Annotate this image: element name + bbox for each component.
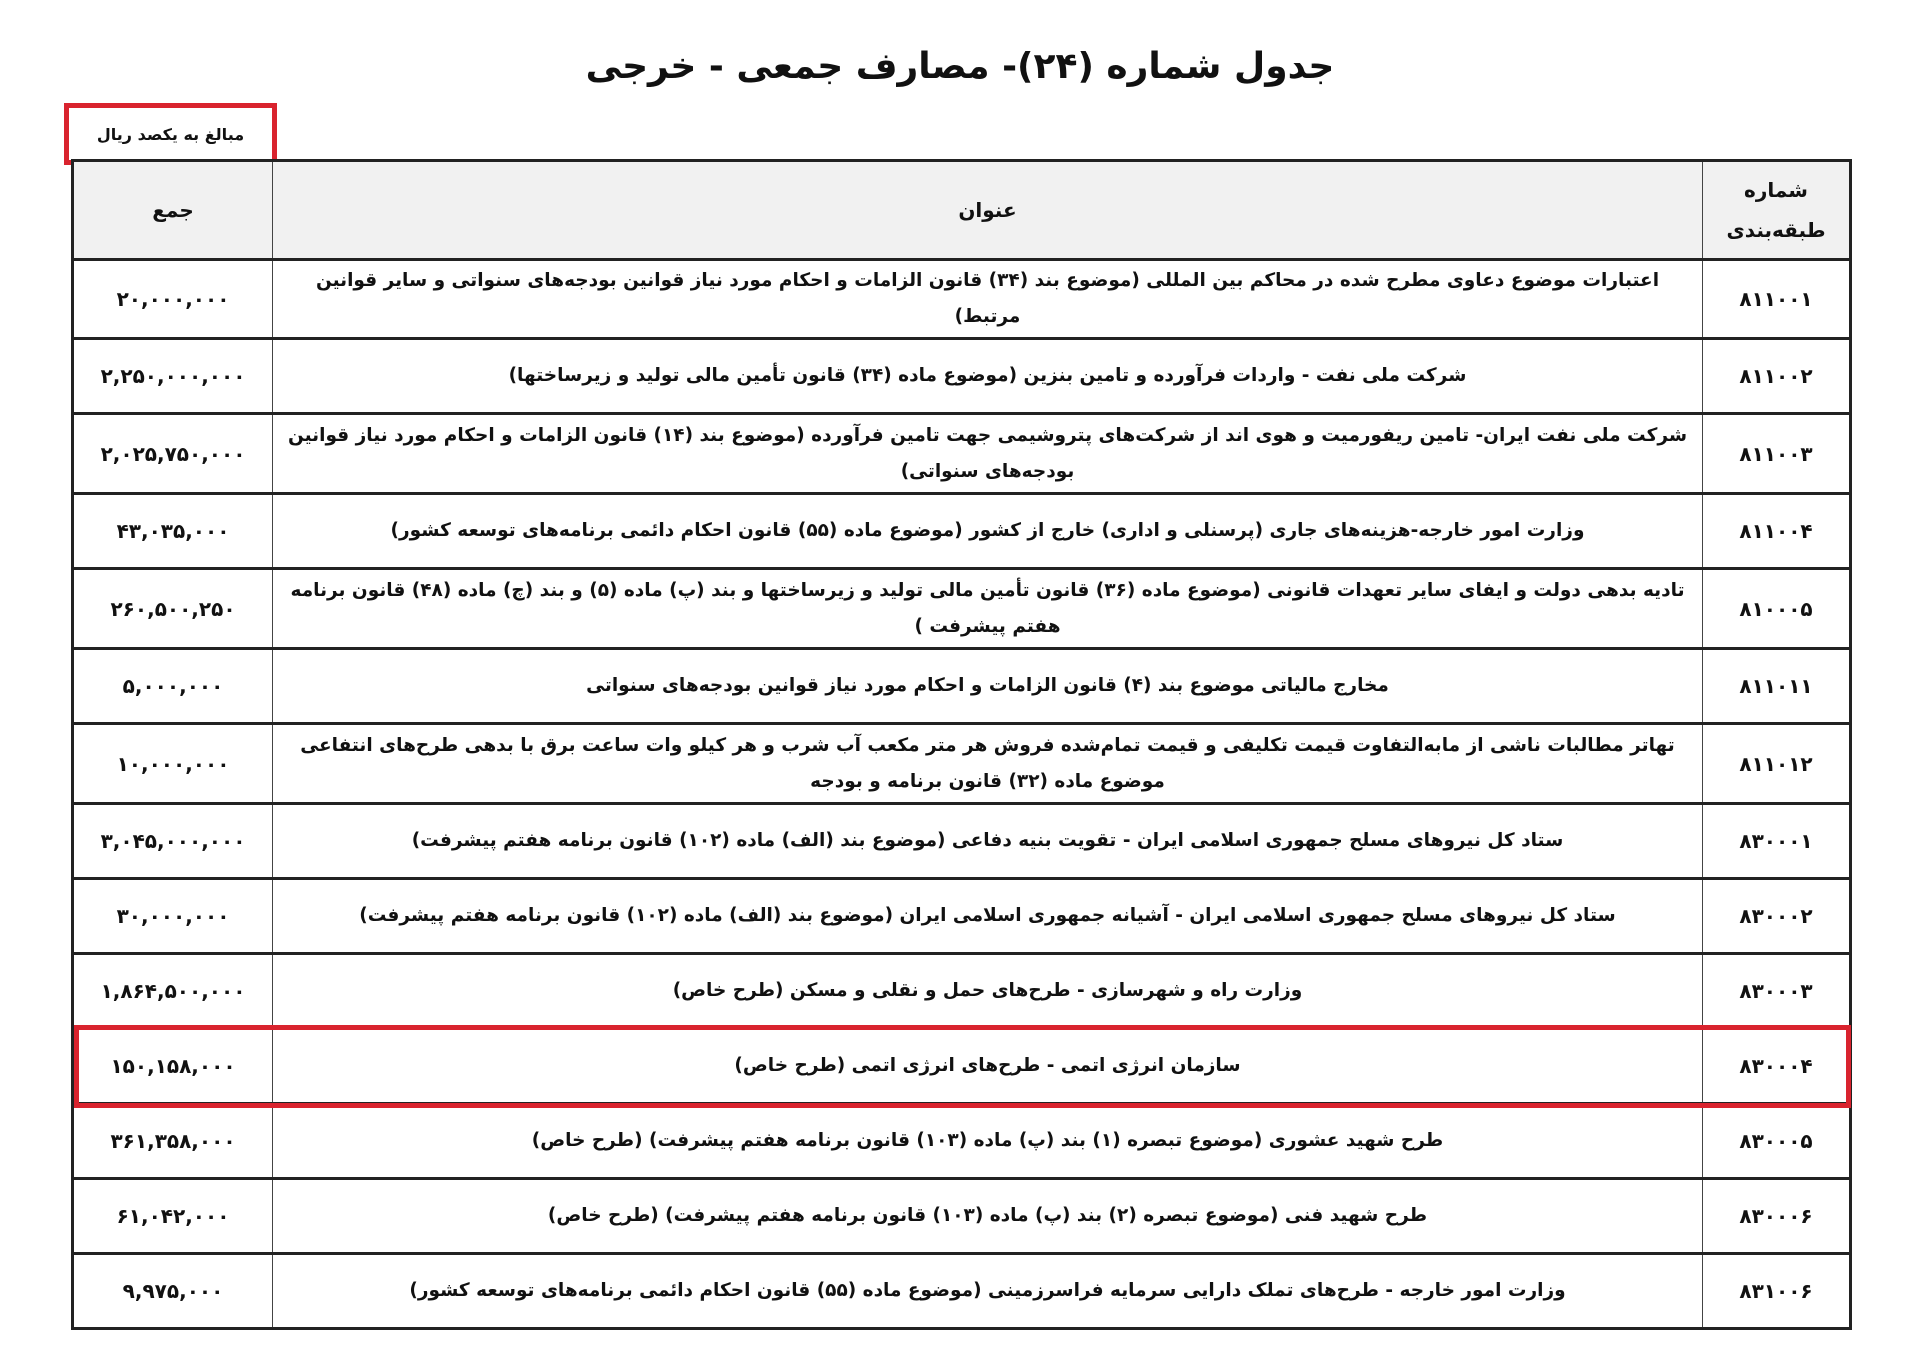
table-row [73, 879, 1851, 954]
title-cell: شرکت ملی نفت ایران- تامین ریفورمیت و هوی اند از شرکت‌های پتروشیمی جهت تامین فرآورده (موضوع بند (۱۴) قانون الزامات و احکام مورد نیاز قوانین بودجه‌های سنواتی) [273, 414, 1703, 494]
code-cell: ۸۱۱۰۰۱ [1703, 260, 1851, 339]
title-cell: اعتبارات موضوع دعاوی مطرح شده در محاکم بین المللی (موضوع بند (۳۴) قانون الزامات و احکام مورد نیاز قوانین بودجه‌های سنواتی و سایر قوانین مرتبط) [273, 260, 1703, 339]
title-cell: تادیه بدهی دولت و ایفای سایر تعهدات قانونی (موضوع ماده (۳۶) قانون تأمین مالی تولید و زیرساختها و بند (پ) ماده (۵) و بند (چ) ماده (۴۸) قانون برنامه هفتم پیشرفت ) [273, 569, 1703, 649]
unit-note-text: مبالغ به یکصد ریال [96, 124, 245, 144]
title-cell: طرح شهید عشوری (موضوع تبصره (۱) بند (پ) ماده (۱۰۳) قانون برنامه هفتم پیشرفت) (طرح خاص) [273, 1104, 1703, 1179]
title-cell: وزارت امور خارجه - طرح‌های تملک دارایی سرمایه فراسرزمینی (موضوع ماده (۵۵) قانون احکام دائمی برنامه‌های توسعه کشور) [273, 1254, 1703, 1329]
header-code: شماره طبقه‌بندی [1703, 161, 1851, 260]
amount-cell: ۲۰,۰۰۰,۰۰۰ [73, 260, 273, 339]
code-cell: ۸۳۰۰۰۳ [1703, 954, 1851, 1029]
title-cell: تهاتر مطالبات ناشی از مابه‌التفاوت قیمت تکلیفی و قیمت تمام‌شده فروش هر متر مکعب آب شرب و هر کیلو وات ساعت برق با بدهی طرح‌های انتفاعی موضوع ماده (۳۲) قانون برنامه و بودجه [273, 724, 1703, 804]
code-cell: ۸۳۰۰۰۶ [1703, 1179, 1851, 1254]
code-cell: ۸۳۰۰۰۲ [1703, 879, 1851, 954]
amount-cell: ۳۰,۰۰۰,۰۰۰ [73, 879, 273, 954]
unit-note [64, 103, 277, 165]
amount-cell: ۲۶۰,۵۰۰,۲۵۰ [73, 569, 273, 649]
code-cell: ۸۱۰۰۰۵ [1703, 569, 1851, 649]
amount-cell: ۱۵۰,۱۵۸,۰۰۰ [73, 1029, 273, 1104]
header-amount: جمع [73, 161, 273, 260]
amount-cell: ۴۳,۰۳۵,۰۰۰ [73, 494, 273, 569]
amount-cell: ۱,۸۶۴,۵۰۰,۰۰۰ [73, 954, 273, 1029]
title-cell: مخارج مالیاتی موضوع بند (۴) قانون الزامات و احکام مورد نیاز قوانین بودجه‌های سنواتی [273, 649, 1703, 724]
table-row [73, 954, 1851, 1029]
amount-cell: ۳۶۱,۳۵۸,۰۰۰ [73, 1104, 273, 1179]
table-row [73, 339, 1851, 414]
code-cell: ۸۱۱۰۰۳ [1703, 414, 1851, 494]
table-row [73, 260, 1851, 339]
amount-cell: ۱۰,۰۰۰,۰۰۰ [73, 724, 273, 804]
amount-cell: ۵,۰۰۰,۰۰۰ [73, 649, 273, 724]
amount-cell: ۲,۰۲۵,۷۵۰,۰۰۰ [73, 414, 273, 494]
code-cell: ۸۳۱۰۰۶ [1703, 1254, 1851, 1329]
code-cell: ۸۱۱۰۰۴ [1703, 494, 1851, 569]
code-cell: ۸۱۱۰۱۲ [1703, 724, 1851, 804]
table-row [73, 724, 1851, 804]
title-cell: وزارت راه و شهرسازی - طرح‌های حمل و نقلی و مسکن (طرح خاص) [273, 954, 1703, 1029]
table-row [73, 1254, 1851, 1329]
table-row [73, 1104, 1851, 1179]
code-cell: ۸۳۰۰۰۴ [1703, 1029, 1851, 1104]
table-row [73, 1179, 1851, 1254]
amount-cell: ۹,۹۷۵,۰۰۰ [73, 1254, 273, 1329]
expenditure-table [71, 159, 1852, 1330]
amount-cell: ۳,۰۴۵,۰۰۰,۰۰۰ [73, 804, 273, 879]
code-cell: ۸۱۱۰۱۱ [1703, 649, 1851, 724]
page-title: جدول شماره (۲۴)- مصارف جمعی - خرجی [585, 46, 1335, 87]
amount-cell: ۲,۲۵۰,۰۰۰,۰۰۰ [73, 339, 273, 414]
table-row [73, 569, 1851, 649]
table-header-row [73, 161, 1851, 260]
table-row [73, 414, 1851, 494]
title-cell: طرح شهید فنی (موضوع تبصره (۲) بند (پ) ماده (۱۰۳) قانون برنامه هفتم پیشرفت) (طرح خاص) [273, 1179, 1703, 1254]
title-cell: ستاد کل نیروهای مسلح جمهوری اسلامی ایران - آشیانه جمهوری اسلامی ایران (موضوع بند (الف) ماده (۱۰۲) قانون برنامه هفتم پیشرفت) [273, 879, 1703, 954]
amount-cell: ۶۱,۰۴۲,۰۰۰ [73, 1179, 273, 1254]
table-row-highlighted [73, 1029, 1851, 1104]
code-cell: ۸۳۰۰۰۱ [1703, 804, 1851, 879]
header-title: عنوان [273, 161, 1703, 260]
table-row [73, 494, 1851, 569]
table-row [73, 649, 1851, 724]
title-cell: سازمان انرژی اتمی - طرح‌های انرژی اتمی (طرح خاص) [273, 1029, 1703, 1104]
code-cell: ۸۳۰۰۰۵ [1703, 1104, 1851, 1179]
title-cell: ستاد کل نیروهای مسلح جمهوری اسلامی ایران - تقویت بنیه دفاعی (موضوع بند (الف) ماده (۱۰۲) قانون برنامه هفتم پیشرفت) [273, 804, 1703, 879]
table-row [73, 804, 1851, 879]
title-cell: شرکت ملی نفت - واردات فرآورده و تامین بنزین (موضوع ماده (۳۴) قانون تأمین مالی تولید و زیرساختها) [273, 339, 1703, 414]
title-cell: وزارت امور خارجه-هزینه‌های جاری (پرسنلی و اداری) خارج از کشور (موضوع ماده (۵۵) قانون احکام دائمی برنامه‌های توسعه کشور) [273, 494, 1703, 569]
code-cell: ۸۱۱۰۰۲ [1703, 339, 1851, 414]
